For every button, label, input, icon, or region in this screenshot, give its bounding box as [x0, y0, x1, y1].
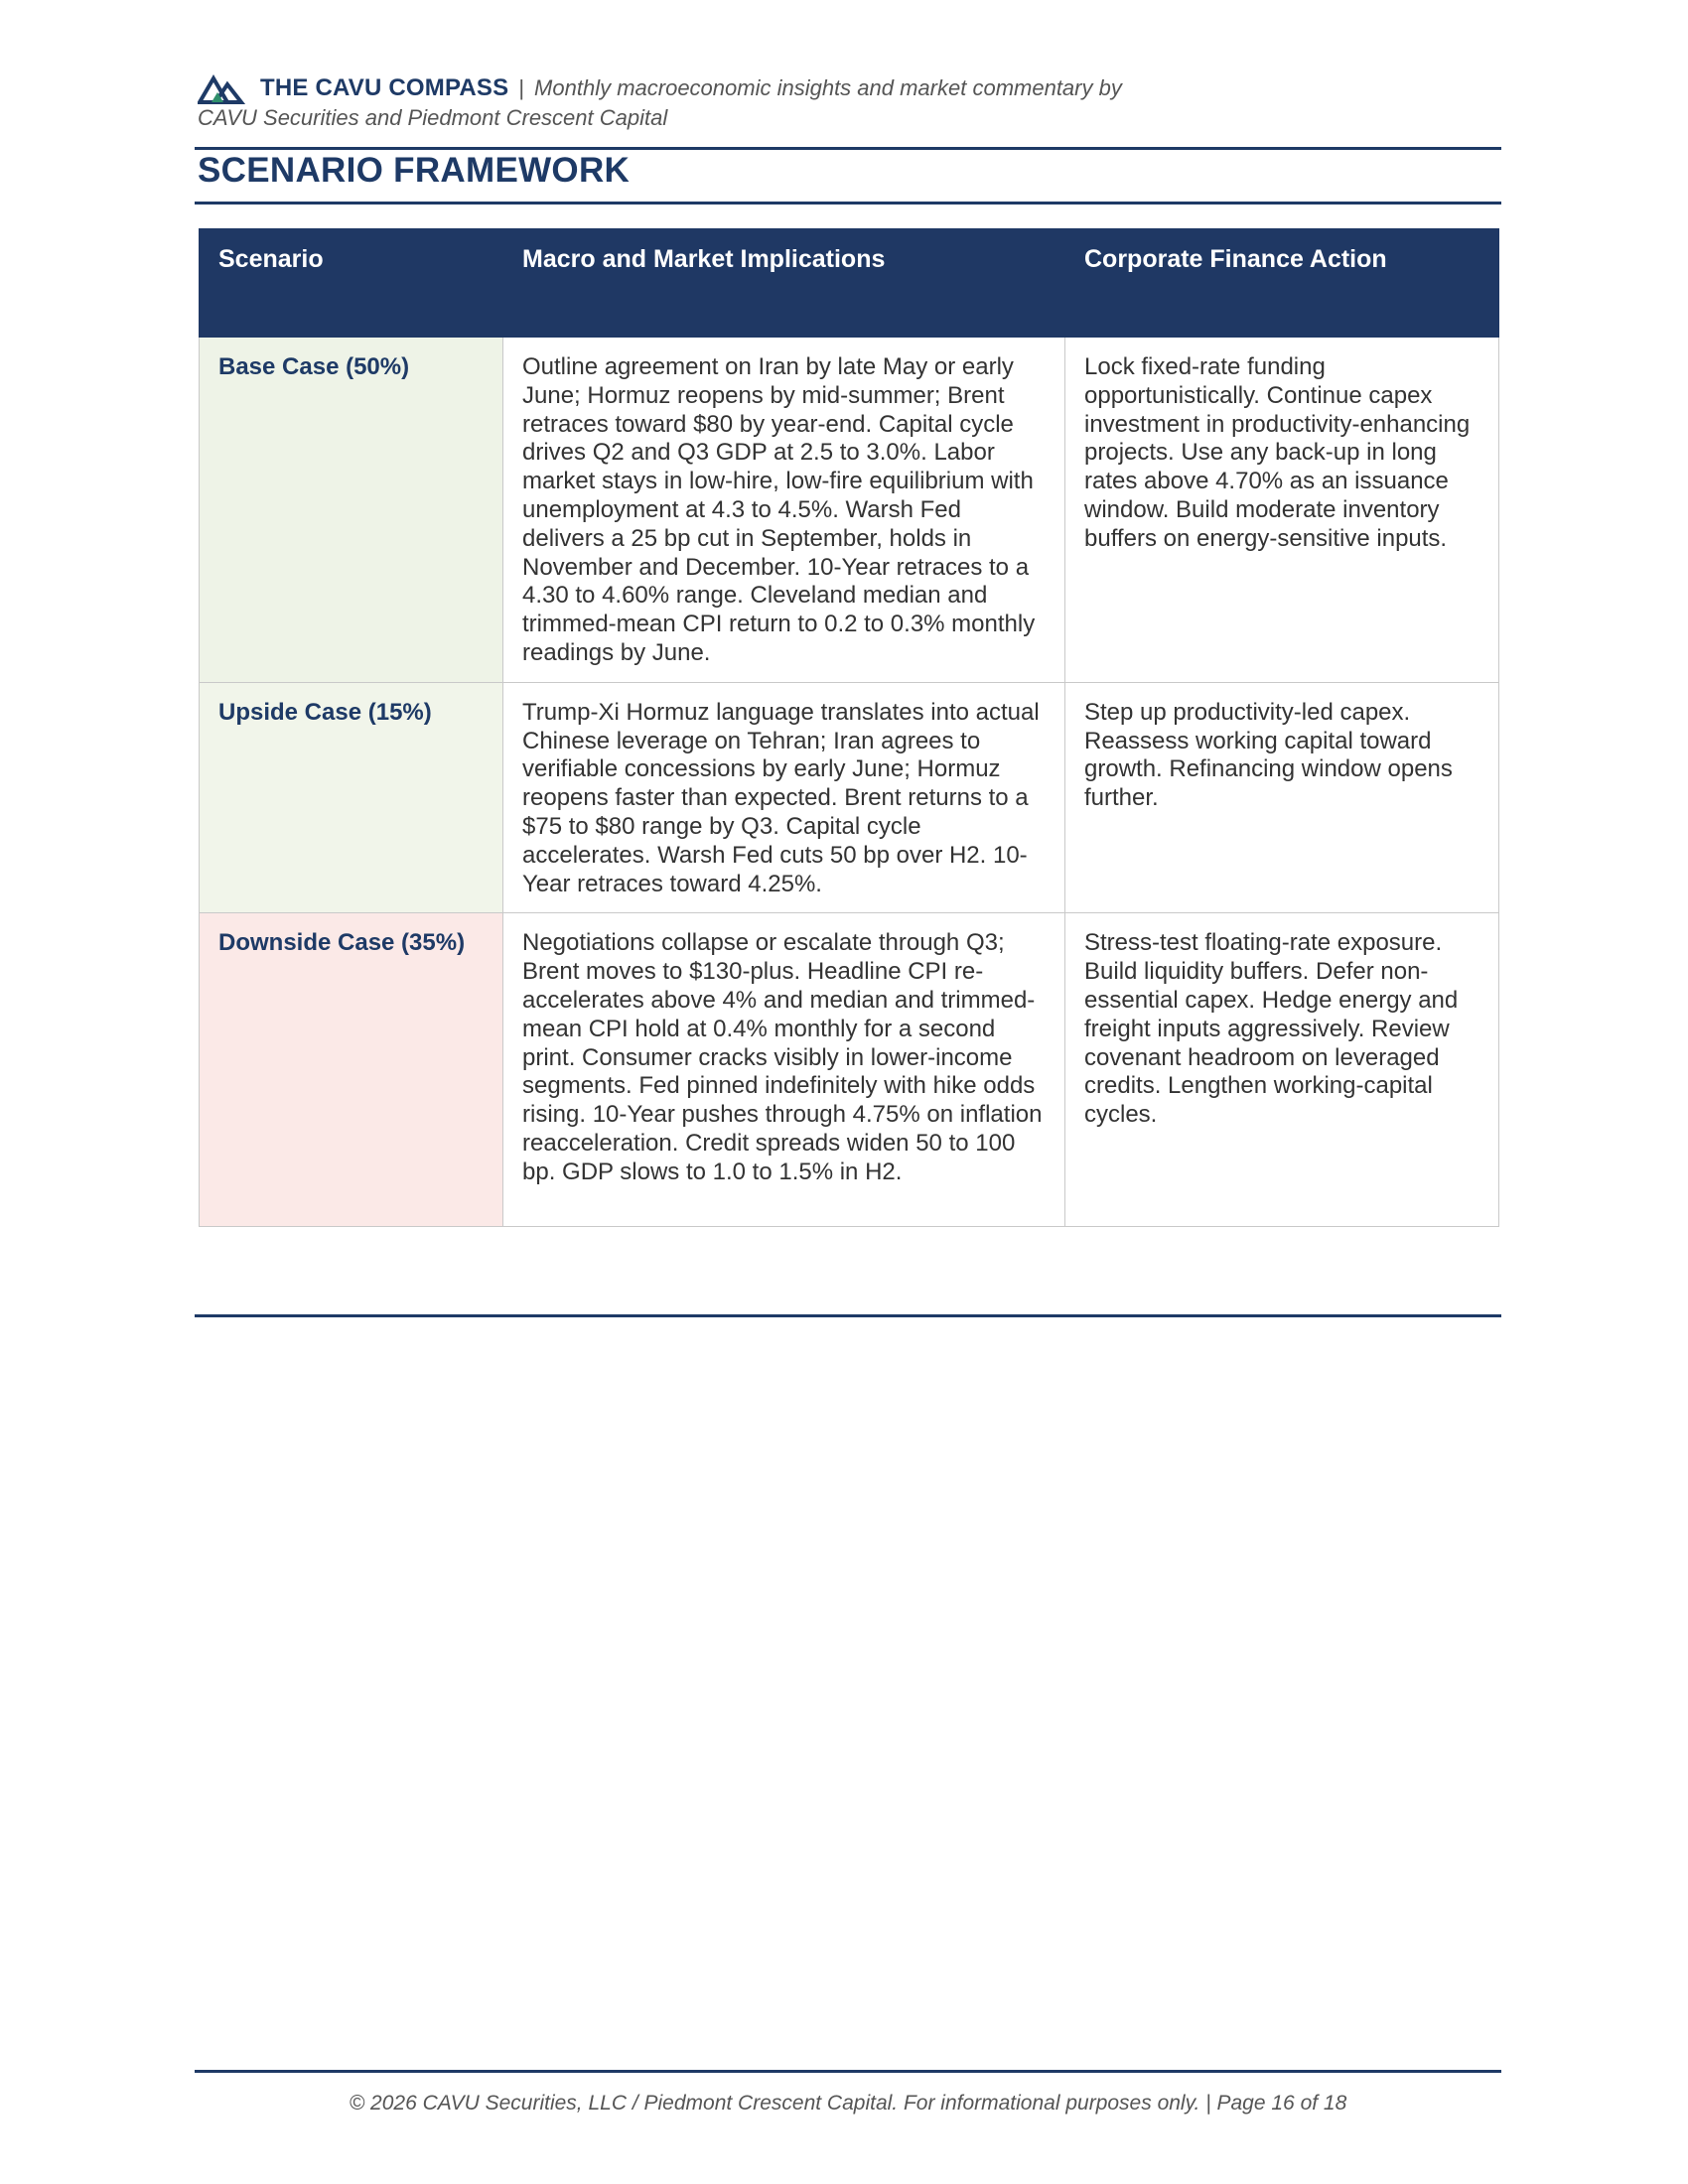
- finance-action-cell: Stress-test floating-rate exposure. Build liquidity buffers. Defer non-essential capex. Hedge energy and freight inputs aggressively. Review covenant headroom on leveraged credits. Lengthen working-capital cycles.: [1065, 913, 1499, 1227]
- table-row-base-case: [200, 338, 1499, 683]
- page-footer: © 2026 CAVU Securities, LLC / Piedmont Crescent Capital. For informational purposes only. | Page 16 of 18: [349, 2092, 1347, 2115]
- header-tagline-line2: CAVU Securities and Piedmont Crescent Capital: [198, 105, 668, 130]
- scenario-cell: [200, 682, 503, 913]
- finance-action-cell: Step up productivity-led capex. Reassess working capital toward growth. Refinancing window opens further.: [1065, 682, 1499, 913]
- scenario-cell: [200, 913, 503, 1227]
- scenario-label: Downside Case (35%): [218, 929, 466, 957]
- section-title: SCENARIO FRAMEWORK: [198, 151, 631, 190]
- header-rule-bottom: [195, 202, 1501, 205]
- brand-name: THE CAVU COMPASS: [260, 74, 509, 101]
- header-separator: |: [518, 75, 525, 100]
- footer-rule: [195, 2070, 1501, 2073]
- header-rule-top: [195, 147, 1501, 150]
- header-tagline: Monthly macroeconomic insights and market commentary by: [534, 75, 1122, 100]
- section-end-rule: [195, 1314, 1501, 1317]
- report-header: [198, 73, 1508, 131]
- column-header-action: Corporate Finance Action: [1065, 229, 1499, 338]
- scenario-label: Base Case (50%): [218, 353, 410, 380]
- scenario-table: [199, 228, 1499, 1227]
- table-row-downside-case: [200, 913, 1499, 1227]
- finance-action-cell: Lock fixed-rate funding opportunistically. Continue capex investment in productivity-enhancing projects. Use any back-up in long rates above 4.70% as an issuance window. Build moderate inventory buffers on energy-sensitive inputs.: [1065, 338, 1499, 683]
- column-header-scenario: Scenario: [200, 229, 503, 338]
- scenario-cell: [200, 338, 503, 683]
- macro-implications-cell: Outline agreement on Iran by late May or early June; Hormuz reopens by mid-summer; Brent retraces toward $80 by year-end. Capital cycle drives Q2 and Q3 GDP at 2.5 to 3.0%. Labor market stays in low-hire, low-fire equilibrium with unemployment at 4.3 to 4.5%. Warsh Fed delivers a 25 bp cut in September, holds in November and December. 10-Year retraces to a 4.30 to 4.60% range. Cleveland median and trimmed-mean CPI return to 0.2 to 0.3% monthly readings by June.: [503, 338, 1065, 683]
- macro-implications-cell: Negotiations collapse or escalate through Q3; Brent moves to $130-plus. Headline CPI re-accelerates above 4% and median and trimmed-mean CPI hold at 0.4% monthly for a second print. Consumer cracks visibly in lower-income segments. Fed pinned indefinitely with hike odds rising. 10-Year pushes through 4.75% on inflation reacceleration. Credit spreads widen 50 to 100 bp. GDP slows to 1.0 to 1.5% in H2.: [503, 913, 1065, 1227]
- column-header-macro: Macro and Market Implications: [503, 229, 1065, 338]
- mountain-logo-icon: [198, 72, 247, 104]
- table-row-upside-case: [200, 682, 1499, 913]
- scenario-label: Upside Case (15%): [218, 698, 432, 726]
- table-header-row: [200, 229, 1499, 338]
- macro-implications-cell: Trump-Xi Hormuz language translates into actual Chinese leverage on Tehran; Iran agrees to verifiable concessions by early June; Hormuz reopens faster than expected. Brent returns to a $75 to $80 range by Q3. Capital cycle accelerates. Warsh Fed cuts 50 bp over H2. 10-Year retraces toward 4.25%.: [503, 682, 1065, 913]
